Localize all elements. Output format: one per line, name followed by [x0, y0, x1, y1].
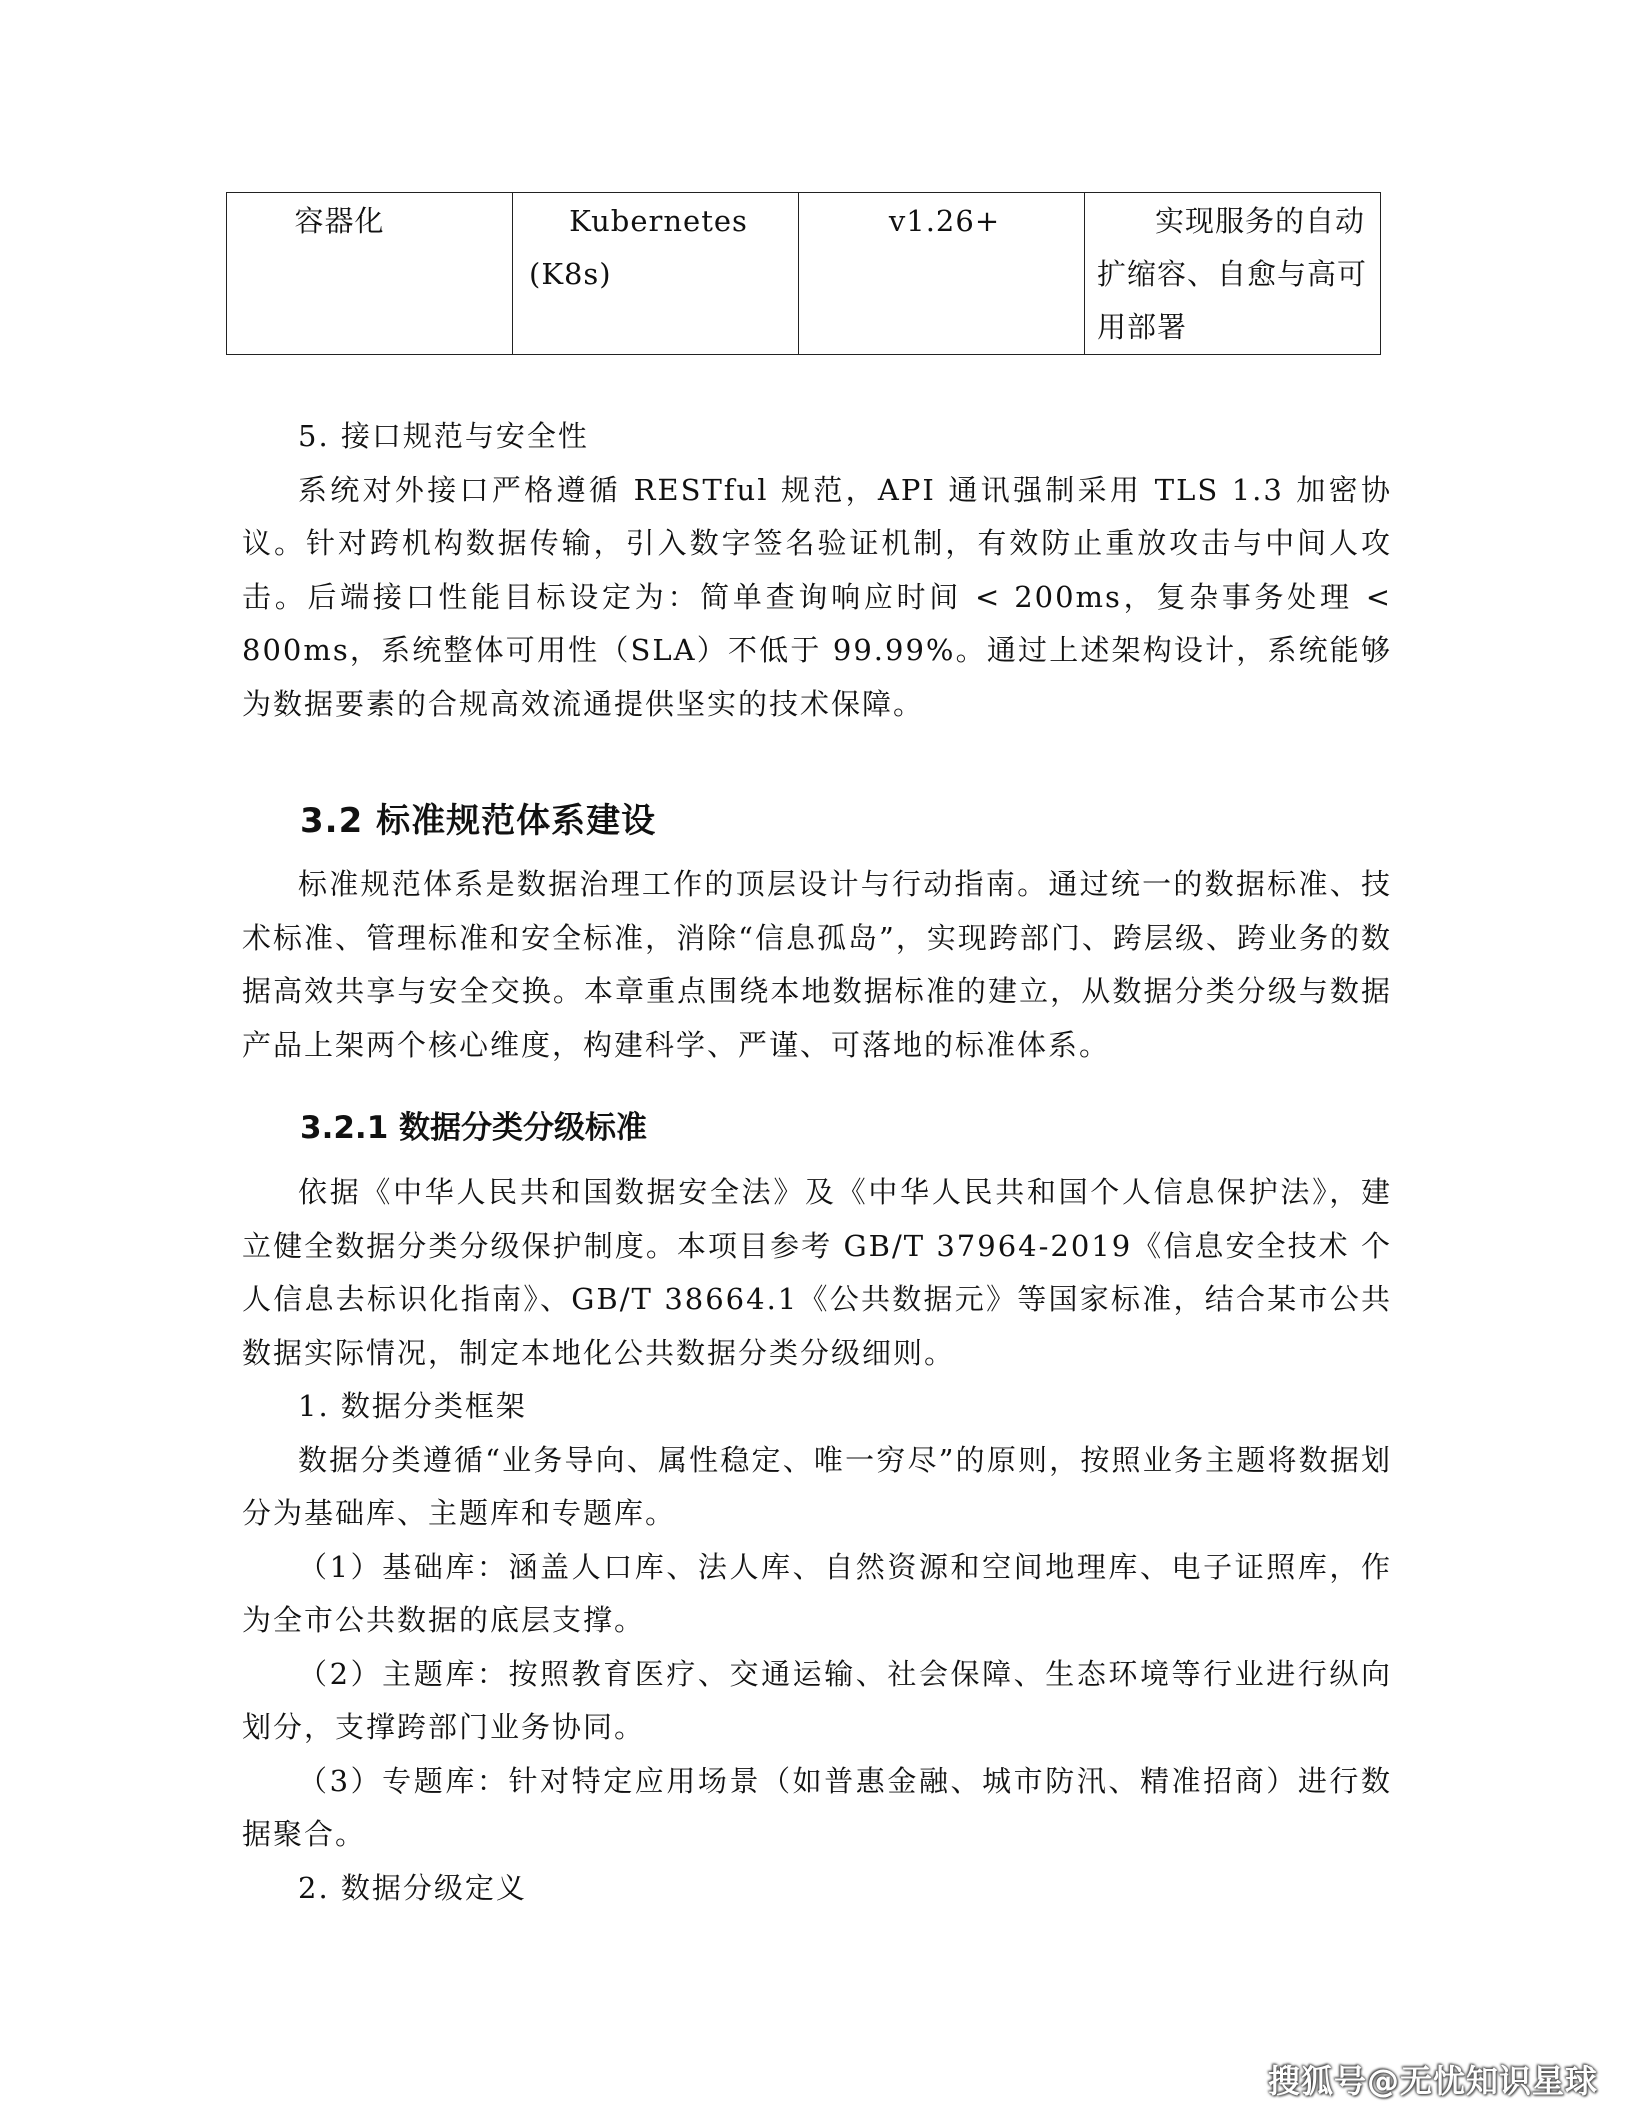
watermark: 搜狐号@无忧知识星球	[1267, 2062, 1598, 2100]
table-cell-description: 实现服务的自动扩缩容、自愈与高可用部署	[1085, 193, 1381, 355]
technology-name: Kubernetes	[569, 204, 748, 238]
paragraph: 依据《中华人民共和国数据安全法》及《中华人民共和国个人信息保护法》，建立健全数据分类分级保护制度。本项目参考 GB/T 37964-2019《信息安全技术 个人信息去标识化指南》、GB/T 38664.1《公共数据元》等国家标准，结合某市公共数据实际情况，制定本地化公共数据分类分级细则。	[242, 1175, 1392, 1370]
table-cell-category: 容器化	[227, 193, 513, 355]
paragraph: 数据分类遵循“业务导向、属性稳定、唯一穷尽”的原则，按照业务主题将数据划分为基础库、主题库和专题库。	[242, 1442, 1392, 1530]
table-cell-version: v1.26+	[799, 193, 1085, 355]
tech-stack-table	[226, 192, 1381, 355]
paragraph: 系统对外接口严格遵循 RESTful 规范，API 通讯强制采用 TLS 1.3 加密协议。针对跨机构数据传输，引入数字签名验证机制，有效防止重放攻击与中间人攻击。后端接口性能目标设定为：简单查询响应时间 < 200ms，复杂事务处理 < 800ms，系统整体可用性（SLA）不低于 99.99%。通过上述架构设计，系统能够为数据要素的合规高效流通提供坚实的技术保障。	[242, 472, 1392, 721]
subsection-heading: 3.2.1 数据分类分级标准	[300, 1110, 648, 1146]
table-row	[227, 193, 1381, 355]
paragraph: 标准规范体系是数据治理工作的顶层设计与行动指南。通过统一的数据标准、技术标准、管理标准和安全标准，消除“信息孤岛”，实现跨部门、跨层级、跨业务的数据高效共享与安全交换。本章重点围绕本地数据标准的建立，从数据分类分级与数据产品上架两个核心维度，构建科学、严谨、可落地的标准体系。	[242, 867, 1392, 1062]
list-item: （2）主题库：按照教育医疗、交通运输、社会保障、生态环境等行业进行纵向划分，支撑跨部门业务协同。	[242, 1656, 1392, 1744]
list-heading: 5. 接口规范与安全性	[298, 419, 589, 453]
table-cell-technology	[513, 193, 799, 355]
list-item: （1）基础库：涵盖人口库、法人库、自然资源和空间地理库、电子证照库，作为全市公共数据的底层支撑。	[242, 1549, 1392, 1637]
section-interface-security	[242, 410, 1392, 731]
list-heading: 1. 数据分类框架	[298, 1389, 527, 1423]
list-heading: 2. 数据分级定义	[298, 1870, 527, 1905]
section-heading: 3.2 标准规范体系建设	[300, 801, 657, 841]
technology-abbr: (K8s)	[529, 257, 612, 291]
section-standards-intro	[242, 858, 1392, 1072]
list-item: （3）专题库：针对特定应用场景（如普惠金融、城市防汛、精准招商）进行数据聚合。	[242, 1763, 1392, 1851]
section-classification	[242, 1166, 1392, 1915]
